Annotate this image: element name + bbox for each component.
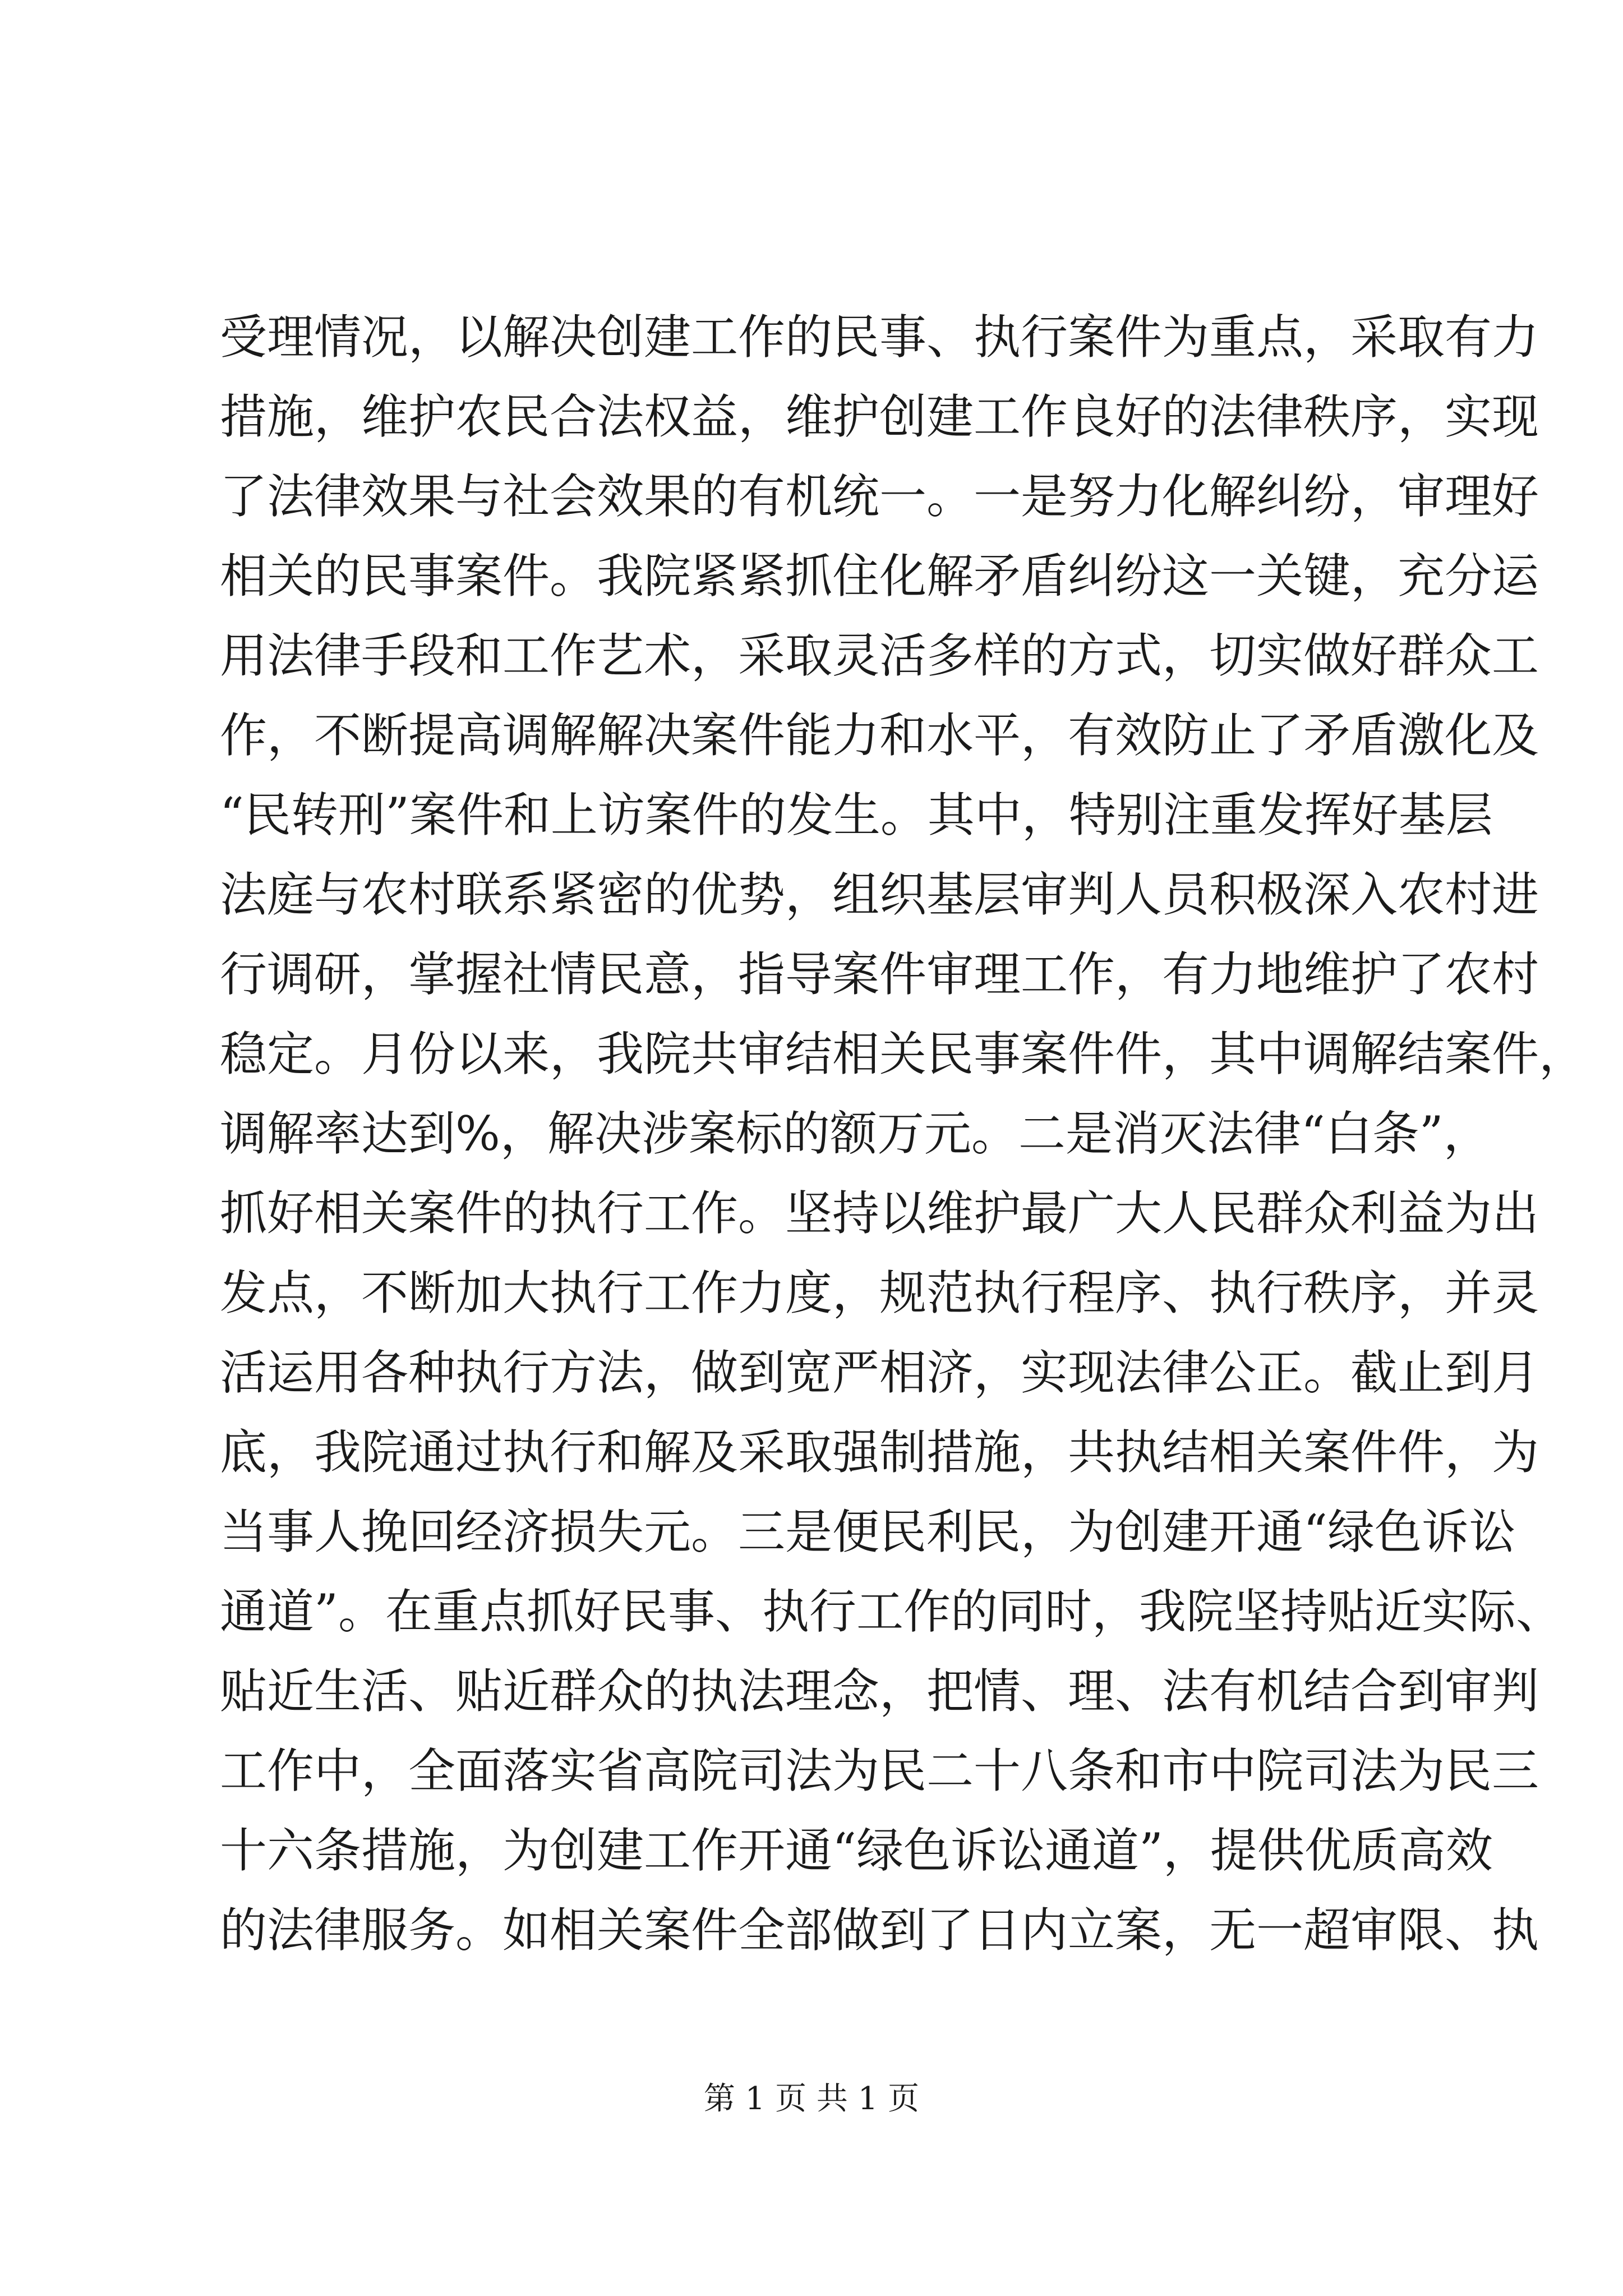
text-line: 十六条措施，为创建工作开通“绿色诉讼通道”，提供优质高效 (220, 1823, 1493, 1878)
text-line: 贴近生活、贴近群众的执法理念，把情、理、法有机结合到审判 (220, 1664, 1539, 1719)
text-line: 相关的民事案件。我院紧紧抓住化解矛盾纠纷这一关键，充分运 (220, 549, 1539, 604)
body-text (220, 297, 1587, 1970)
text-line: 通道”。在重点抓好民事、执行工作的同时，我院坚持贴近实际、 (220, 1584, 1563, 1639)
text-line: 法庭与农村联系紧密的优势，组织基层审判人员积极深入农村进 (220, 867, 1539, 922)
text-line: 稳定。月份以来，我院共审结相关民事案件件，其中调解结案件， (220, 1027, 1587, 1082)
text-line: 的法律服务。如相关案件全部做到了日内立案，无一超审限、执 (220, 1903, 1539, 1958)
page-footer: 第 1 页 共 1 页 (703, 2081, 920, 2117)
text-line: 用法律手段和工作艺术，采取灵活多样的方式，切实做好群众工 (220, 628, 1539, 683)
text-line: 了法律效果与社会效果的有机统一。一是努力化解纠纷，审理好 (220, 469, 1539, 524)
text-line: 行调研，掌握社情民意，指导案件审理工作，有力地维护了农村 (220, 947, 1539, 1002)
text-line: 措施，维护农民合法权益，维护创建工作良好的法律秩序，实现 (220, 389, 1539, 444)
text-line: 抓好相关案件的执行工作。坚持以维护最广大人民群众利益为出 (220, 1186, 1539, 1241)
text-line: 当事人挽回经济损失元。三是便民利民，为创建开通“绿色诉讼 (220, 1504, 1516, 1559)
text-line: 活运用各种执行方法，做到宽严相济，实现法律公正。截止到月 (220, 1345, 1539, 1400)
text-line: 工作中，全面落实省高院司法为民二十八条和市中院司法为民三 (220, 1743, 1539, 1798)
text-line: 发点，不断加大执行工作力度，规范执行程序、执行秩序，并灵 (220, 1266, 1539, 1320)
text-line: 作，不断提高调解解决案件能力和水平，有效防止了矛盾激化及 (220, 708, 1539, 763)
text-line: “民转刑”案件和上访案件的发生。其中，特别注重发挥好基层 (220, 788, 1493, 843)
text-line: 受理情况，以解决创建工作的民事、执行案件为重点，采取有力 (220, 310, 1539, 365)
text-line: 底，我院通过执行和解及采取强制措施，共执结相关案件件，为 (220, 1425, 1539, 1480)
text-line: 调解率达到%，解决涉案标的额万元。二是消灭法律“白条”， (220, 1106, 1491, 1161)
